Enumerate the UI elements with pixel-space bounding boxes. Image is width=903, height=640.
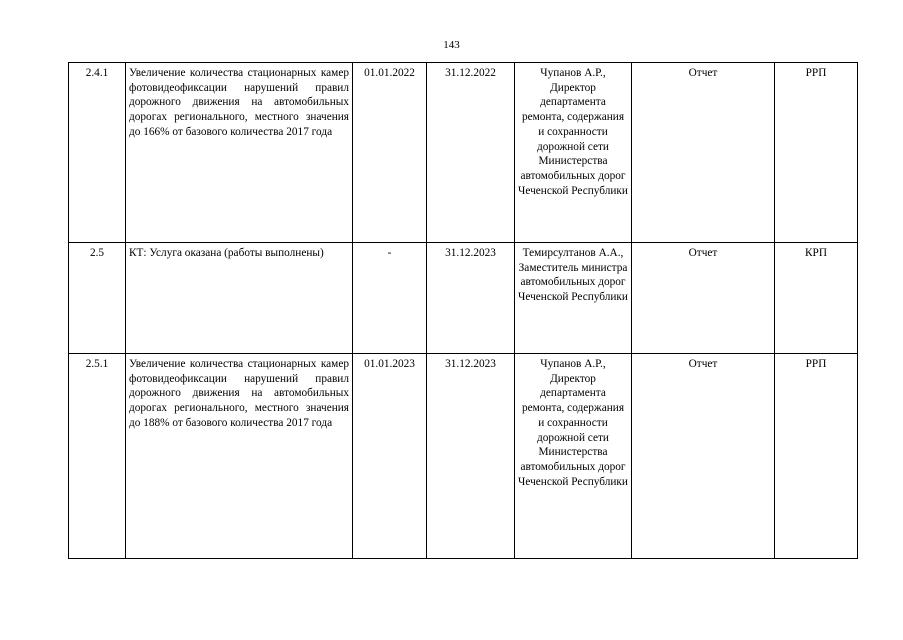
control-level: КРП — [775, 243, 858, 354]
event-name: Увеличение количества стационарных камер фотовидеофиксации нарушений правил дорожного движения на автомобильных дорогах регионального, местного значения до 188% от базового количества 2017 года — [126, 354, 353, 559]
result-document: Отчет — [632, 63, 775, 243]
start-date: - — [353, 243, 427, 354]
start-date: 01.01.2023 — [353, 354, 427, 559]
responsible-person: Чупанов А.Р., Директор департамента ремонта, содержания и сохранности дорожной сети Министерства автомобильных дорог Чеченской Республики — [515, 63, 632, 243]
responsible-person: Темирсултанов А.А., Заместитель министра автомобильных дорог Чеченской Республики — [515, 243, 632, 354]
end-date: 31.12.2023 — [427, 354, 515, 559]
plan-table — [68, 62, 858, 559]
event-name: КТ: Услуга оказана (работы выполнены) — [126, 243, 353, 354]
result-document: Отчет — [632, 354, 775, 559]
table-row — [69, 63, 858, 243]
table-row — [69, 354, 858, 559]
row-number: 2.4.1 — [69, 63, 126, 243]
table-row — [69, 243, 858, 354]
row-number: 2.5.1 — [69, 354, 126, 559]
end-date: 31.12.2022 — [427, 63, 515, 243]
result-document: Отчет — [632, 243, 775, 354]
row-number: 2.5 — [69, 243, 126, 354]
control-level: РРП — [775, 63, 858, 243]
event-name: Увеличение количества стационарных камер фотовидеофиксации нарушений правил дорожного движения на автомобильных дорогах регионального, местного значения до 166% от базового количества 2017 года — [126, 63, 353, 243]
page-number: 143 — [443, 39, 460, 51]
control-level: РРП — [775, 354, 858, 559]
end-date: 31.12.2023 — [427, 243, 515, 354]
start-date: 01.01.2022 — [353, 63, 427, 243]
responsible-person: Чупанов А.Р., Директор департамента ремонта, содержания и сохранности дорожной сети Министерства автомобильных дорог Чеченской Республики — [515, 354, 632, 559]
